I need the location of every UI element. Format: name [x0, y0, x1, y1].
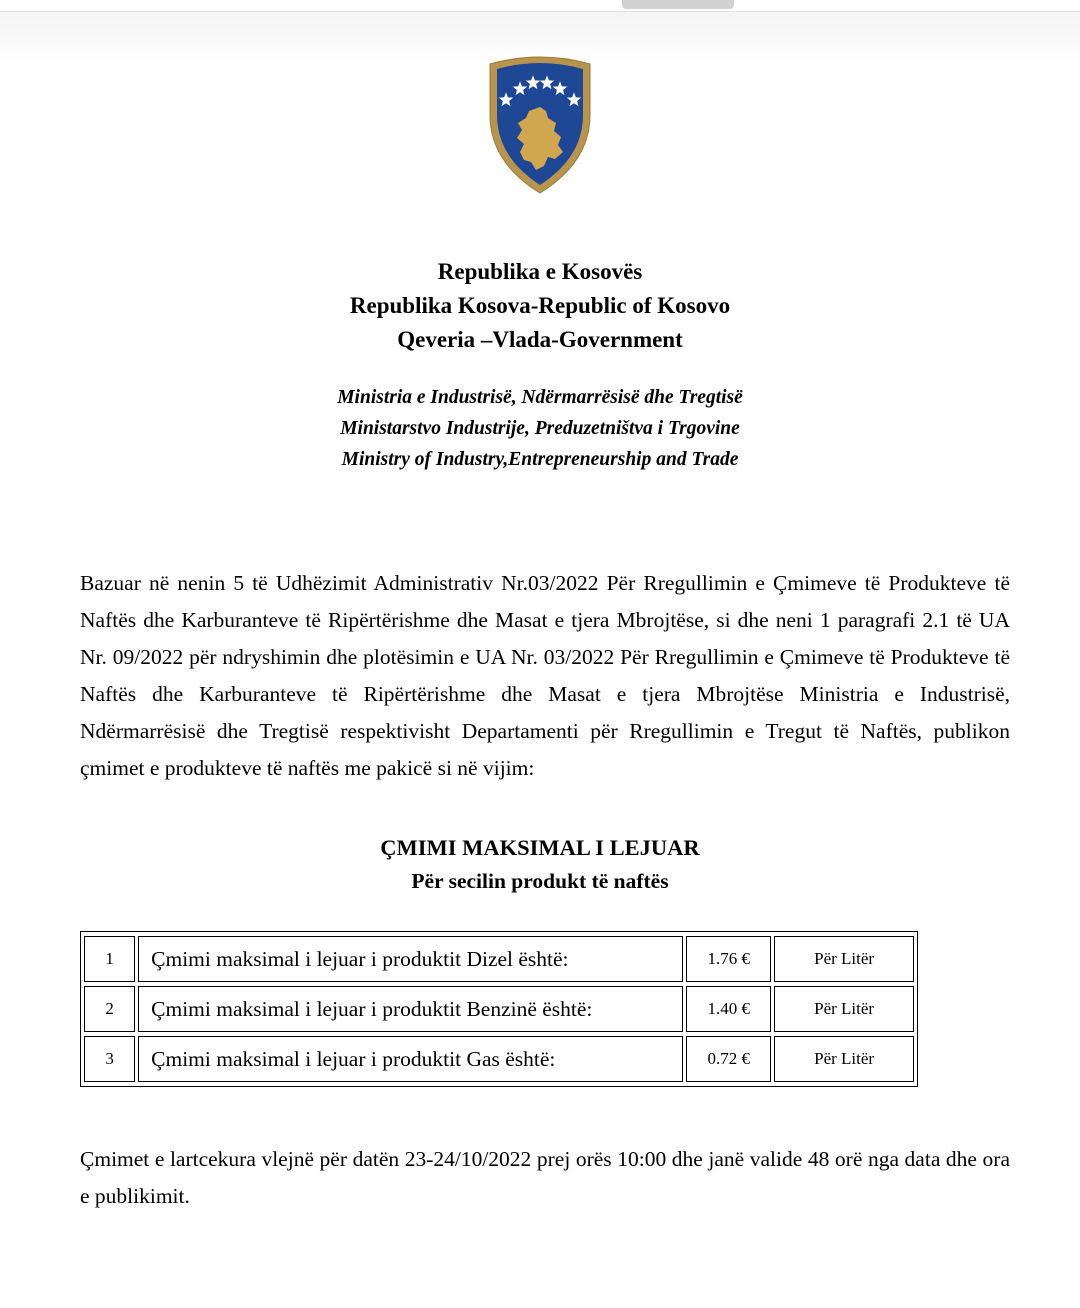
- scrollbar-thumb[interactable]: [622, 0, 734, 9]
- row-number-cell: 1: [84, 936, 135, 982]
- document-title: [0, 831, 1080, 897]
- product-label-cell: Çmimi maksimal i lejuar i produktit Dizel është:: [138, 936, 683, 982]
- ministry-title-sr: Ministarstvo Industrije, Preduzetništva i Trgovine: [340, 418, 740, 439]
- row-number-cell: 3: [84, 1036, 135, 1082]
- unit-cell: Për Litër: [774, 1036, 914, 1082]
- emblem-container: [0, 0, 1080, 195]
- table-row-dizel: [84, 936, 914, 982]
- product-label-cell: Çmimi maksimal i lejuar i produktit Gas është:: [138, 1036, 683, 1082]
- republic-title-multilang: Republika Kosova-Republic of Kosovo: [349, 293, 731, 318]
- unit-cell: Për Litër: [774, 986, 914, 1032]
- ministry-title-sq: Ministria e Industrisë, Ndërmarrësisë dhe Tregtisë: [337, 387, 743, 408]
- government-title: Qeveria –Vlada-Government: [397, 327, 683, 352]
- kosovo-coat-of-arms-icon: [486, 45, 594, 195]
- product-label-cell: Çmimi maksimal i lejuar i produktit Benzinë është:: [138, 986, 683, 1032]
- row-number-cell: 2: [84, 986, 135, 1032]
- republic-title-sq: Republika e Kosovës: [437, 259, 643, 284]
- price-cell: 1.76 €: [686, 936, 771, 982]
- price-cell: 1.40 €: [686, 986, 771, 1032]
- unit-cell: Për Litër: [774, 936, 914, 982]
- government-header: [0, 255, 1080, 357]
- fuel-price-table: [80, 931, 918, 1087]
- ministry-header: [0, 382, 1080, 475]
- ministry-title-en: Ministry of Industry,Entrepreneurship and Trade: [341, 449, 739, 470]
- legal-basis-paragraph: Bazuar në nenin 5 të Udhëzimit Administrativ Nr.03/2022 Për Rregullimin e Çmimeve të Produkteve të Naftës dhe Karburanteve të Ripërtërishme dhe Masat e tjera Mbrojtëse, si dhe neni 1 paragrafi 2.1 të UA Nr. 09/2022 për ndryshimin dhe plotësimin e UA Nr. 03/2022 Për Rregullimin e Çmimeve të Produkteve të Naftës dhe Karburanteve të Ripërtërishme dhe Masat e tjera Mbrojtëse Ministria e Industrisë, Ndërmarrësisë dhe Tregtisë respektivisht Departamenti për Rregullimin e Tregut të Naftës, publikon çmimet e produkteve të naftës me pakicë si në vijim:: [80, 571, 1010, 780]
- validity-paragraph: Çmimet e lartcekura vlejnë për datën 23-24/10/2022 prej orës 10:00 dhe janë valide 48 orë nga data dhe ora e publikimit.: [80, 1147, 1010, 1208]
- price-cell: 0.72 €: [686, 1036, 771, 1082]
- title-max-price: ÇMIMI MAKSIMAL I LEJUAR: [380, 835, 700, 860]
- table-row-benzine: [84, 986, 914, 1032]
- table-row-gas: [84, 1036, 914, 1082]
- title-subtitle: Për secilin produkt të naftës: [411, 869, 669, 893]
